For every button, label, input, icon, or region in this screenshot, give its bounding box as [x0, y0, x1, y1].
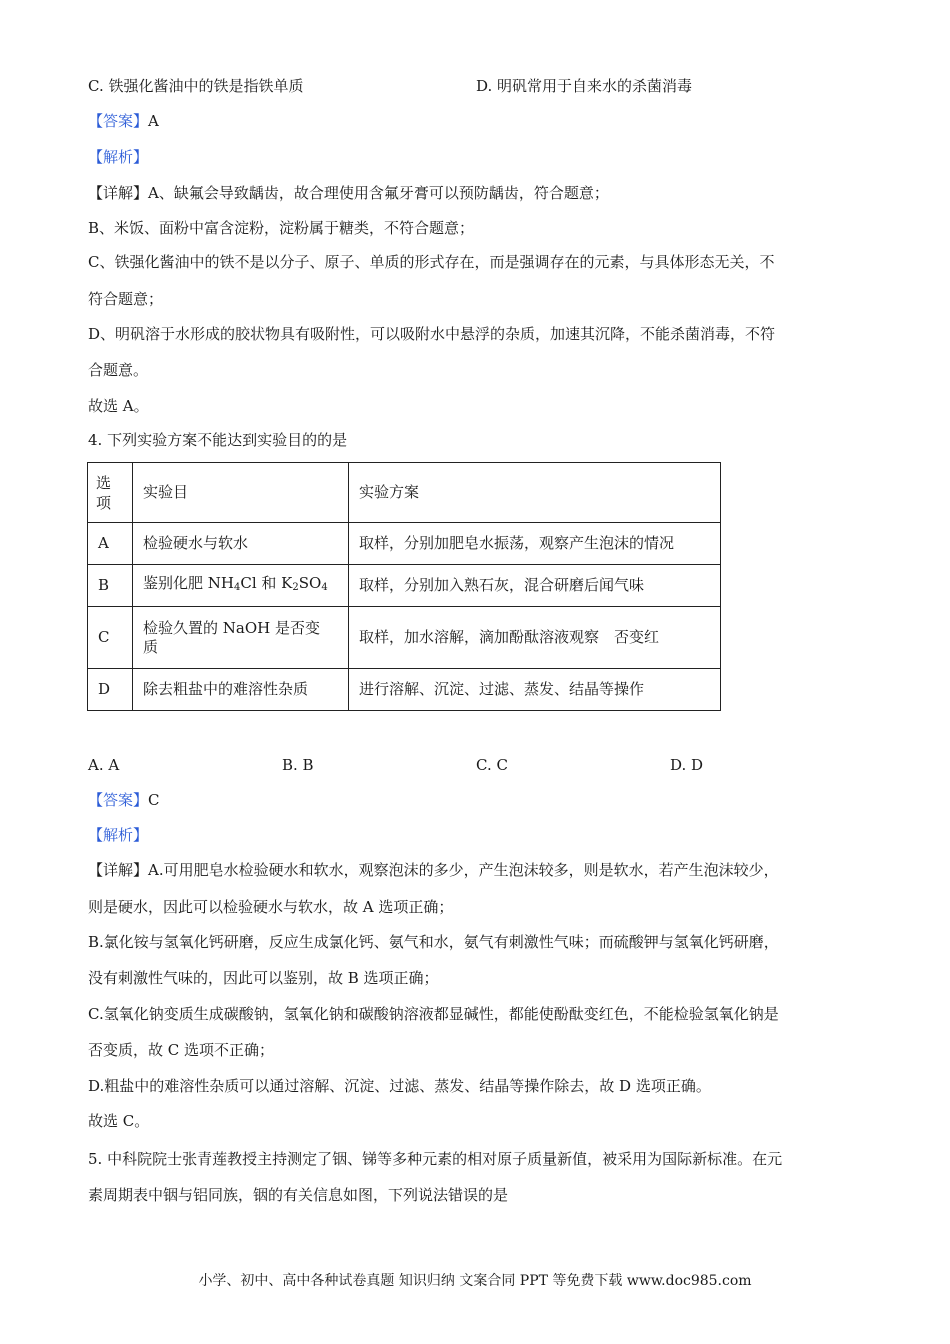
q4-detail-line-6: 否变质，故 C 选项不正确； — [88, 1041, 275, 1059]
header-goal: 实验目 — [133, 463, 349, 523]
option-d-text: D. 明矾常用于自来水的杀菌消毒 — [476, 77, 693, 95]
q4-option-c: C. C — [476, 756, 508, 774]
q4-conclusion: 故选 C。 — [88, 1112, 150, 1130]
q3-answer — [88, 111, 159, 131]
q4-answer — [88, 790, 160, 810]
header-option: 选项 — [88, 463, 133, 523]
row-goal: 检验硬水与软水 — [133, 523, 349, 565]
q4-detail-line-4: 没有刺激性气味的，因此可以鉴别，故 B 选项正确； — [88, 969, 439, 987]
q4-detail-line-7: D.粗盐中的难溶性杂质可以通过溶解、沉淀、过滤、蒸发、结晶等操作除去，故 D 选项正确。 — [88, 1077, 711, 1095]
row-plan: 取样，分别加入熟石灰，混合研磨后闻气味 — [349, 565, 721, 607]
row-option: B — [88, 565, 133, 607]
table-row — [88, 607, 721, 669]
table-row — [88, 523, 721, 565]
q4-analysis-tag: 【解析】 — [88, 826, 149, 844]
q4-option-a: A. A — [88, 756, 120, 774]
q3-detail-line-1 — [88, 183, 609, 203]
q5-stem-line-2: 素周期表中铟与铝同族，铟的有关信息如图，下列说法错误的是 — [88, 1186, 509, 1204]
q3-detail-line-6: 合题意。 — [88, 361, 149, 379]
row-option: A — [88, 523, 133, 565]
q4-detail-line-1 — [88, 860, 779, 880]
table-row — [88, 669, 721, 711]
answer-value: C — [148, 791, 160, 809]
q4-stem: 4. 下列实验方案不能达到实验目的的是 — [88, 431, 348, 449]
detail-text: A.可用肥皂水检验硬水和软水，观察泡沫的多少，产生泡沫较多，则是软水，若产生泡沫较少， — [148, 861, 779, 879]
row-goal: 检验久置的 NaOH 是否变 质 — [133, 607, 349, 669]
q4-option-b: B. B — [282, 756, 314, 774]
answer-tag: 【答案】 — [88, 791, 149, 809]
answer-value: A — [148, 112, 159, 130]
q4-option-d: D. D — [670, 756, 704, 774]
row-option: D — [88, 669, 133, 711]
q4-detail-line-3: B.氯化铵与氢氧化钙研磨，反应生成氯化钙、氨气和水，氨气有刺激性气味；而硫酸钾与氢氧化钙研磨， — [88, 933, 779, 951]
table-header-row — [88, 463, 721, 523]
option-c-text: C. 铁强化酱油中的铁是指铁单质 — [88, 77, 304, 95]
q4-detail-line-2: 则是硬水，因此可以检验硬水与软水，故 A 选项正确； — [88, 898, 454, 916]
q3-analysis-tag: 【解析】 — [88, 148, 149, 166]
row-goal: 除去粗盐中的难溶性杂质 — [133, 669, 349, 711]
q4-detail-line-5: C.氢氧化钠变质生成碳酸钠，氢氧化钠和碳酸钠溶液都显碱性，都能使酚酞变红色，不能检验氢氧化钠是 — [88, 1005, 779, 1023]
header-plan: 实验方案 — [349, 463, 721, 523]
q3-detail-line-3: C、铁强化酱油中的铁不是以分子、原子、单质的形式存在，而是强调存在的元素，与具体形态无关，不 — [88, 253, 775, 271]
table-row — [88, 565, 721, 607]
page-footer: 小学、初中、高中各种试卷真题 知识归纳 文案合同 PPT 等免费下载 www.doc985.com — [198, 1273, 752, 1289]
detail-tag: 【详解】 — [88, 184, 149, 202]
detail-tag: 【详解】 — [88, 861, 149, 879]
q3-detail-line-2: B、米饭、面粉中富含淀粉，淀粉属于糖类，不符合题意； — [88, 219, 475, 237]
answer-tag: 【答案】 — [88, 112, 149, 130]
q3-detail-line-5: D、明矾溶于水形成的胶状物具有吸附性，可以吸附水中悬浮的杂质，加速其沉降，不能杀菌消毒，不符 — [88, 325, 776, 343]
row-plan: 取样，分别加肥皂水振荡，观察产生泡沫的情况 — [349, 523, 721, 565]
row-goal: 鉴别化肥 $NH_4Cl$ 和 $K_2SO_4$ — [133, 565, 349, 607]
q5-stem-line-1: 5. 中科院院士张青莲教授主持测定了铟、锑等多种元素的相对原子质量新值，被采用为国际新标准。在元 — [88, 1150, 783, 1168]
row-plan: 取样，加水溶解，滴加酚酞溶液观察 否变红 — [349, 607, 721, 669]
detail-text: A、缺氟会导致龋齿，故合理使用含氟牙膏可以预防龋齿，符合题意； — [148, 184, 609, 202]
row-plan: 进行溶解、沉淀、过滤、蒸发、结晶等操作 — [349, 669, 721, 711]
q3-conclusion: 故选 A。 — [88, 397, 149, 415]
row-option: C — [88, 607, 133, 669]
experiment-table — [87, 462, 721, 711]
q3-detail-line-4: 符合题意； — [88, 290, 164, 308]
